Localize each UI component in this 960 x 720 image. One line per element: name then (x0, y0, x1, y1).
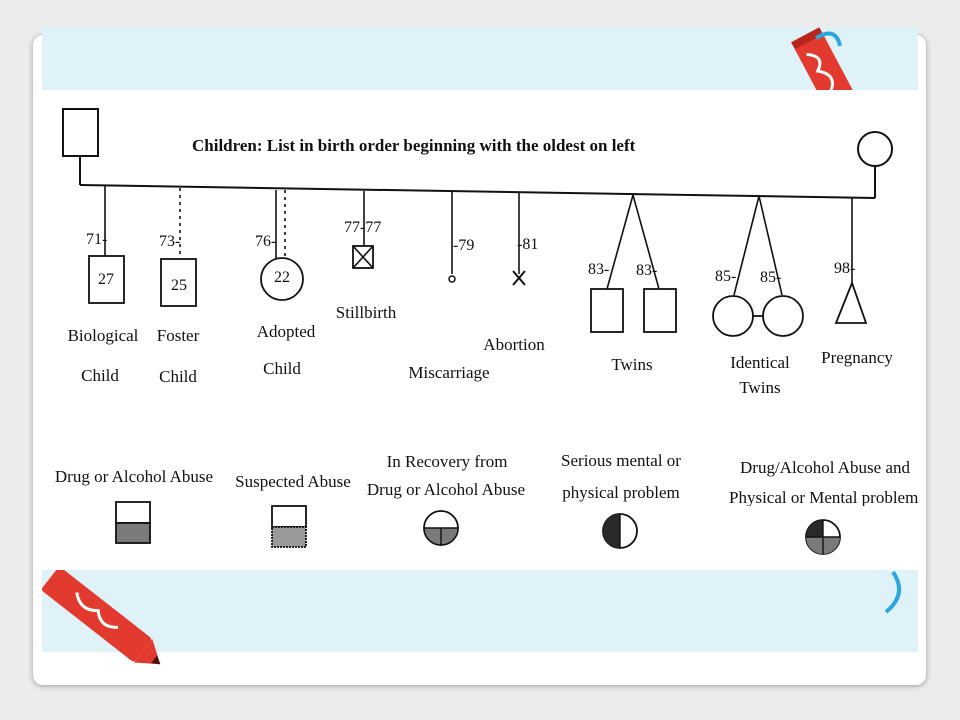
foster-label-2: Child (159, 367, 197, 386)
miscarriage-symbol (449, 276, 455, 282)
identical-line-left (734, 196, 759, 295)
foster-birth-year: 73- (159, 233, 181, 250)
legend-serious-problem-label-2: physical problem (562, 483, 680, 502)
miscarriage-birth-year: -79 (453, 237, 475, 254)
legend-combined-label-1: Drug/Alcohol Abuse and (740, 458, 910, 477)
identical-twin-b-birth-year: 85- (760, 269, 782, 286)
adopted-birth-year: 76- (255, 233, 277, 250)
legend-suspected-abuse-label: Suspected Abuse (235, 472, 351, 491)
identical-twins-label-1: Identical (730, 353, 790, 372)
diagram-title: Children: List in birth order beginning with the oldest on left (192, 136, 636, 155)
father-symbol (63, 109, 98, 156)
sibship-line (80, 185, 875, 198)
twins-label: Twins (611, 355, 653, 374)
pregnancy-symbol (836, 283, 866, 323)
stillbirth-label: Stillbirth (335, 303, 397, 322)
identical-twins-label-2: Twins (739, 378, 781, 397)
adopted-label-2: Child (263, 359, 301, 378)
twin-b-birth-year: 83- (636, 262, 658, 279)
legend-recovery-label-1: In Recovery from (386, 452, 508, 471)
foster-age: 25 (171, 277, 187, 294)
twin-a-symbol (591, 289, 623, 332)
foster-label-1: Foster (156, 326, 200, 345)
legend-suspected-abuse-symbol (272, 506, 306, 547)
stillbirth-birth-year: 77-77 (344, 219, 382, 236)
legend-recovery-symbol (424, 511, 458, 545)
legend-drug-alcohol-symbol (116, 502, 150, 543)
legend-drug-alcohol-label: Drug or Alcohol Abuse (54, 467, 214, 486)
legend-recovery-label-2: Drug or Alcohol Abuse (366, 480, 526, 499)
biological-age: 27 (98, 271, 114, 288)
identical-twin-a-birth-year: 85- (715, 268, 737, 285)
adopted-label-1: Adopted (256, 322, 316, 341)
identical-twin-a-symbol (713, 296, 753, 336)
adopted-age: 22 (274, 269, 290, 286)
legend-serious-problem-symbol (603, 514, 637, 548)
biological-birth-year: 71- (86, 231, 108, 248)
pregnancy-birth-year: 98- (834, 260, 856, 277)
legend-combined-symbol (806, 520, 840, 554)
biological-label-2: Child (81, 366, 119, 385)
biological-label-1: Biological (67, 326, 139, 345)
abortion-label: Abortion (483, 335, 545, 354)
legend-serious-problem-label-1: Serious mental or (561, 451, 681, 470)
miscarriage-label: Miscarriage (408, 363, 490, 382)
pregnancy-label: Pregnancy (821, 348, 893, 367)
twin-a-birth-year: 83- (588, 261, 610, 278)
mother-symbol (858, 132, 892, 166)
identical-twin-b-symbol (763, 296, 803, 336)
twin-b-symbol (644, 289, 676, 332)
abortion-birth-year: -81 (517, 236, 539, 253)
twins-line-left (607, 195, 633, 289)
legend-combined-label-2: Physical or Mental problem (729, 489, 918, 506)
